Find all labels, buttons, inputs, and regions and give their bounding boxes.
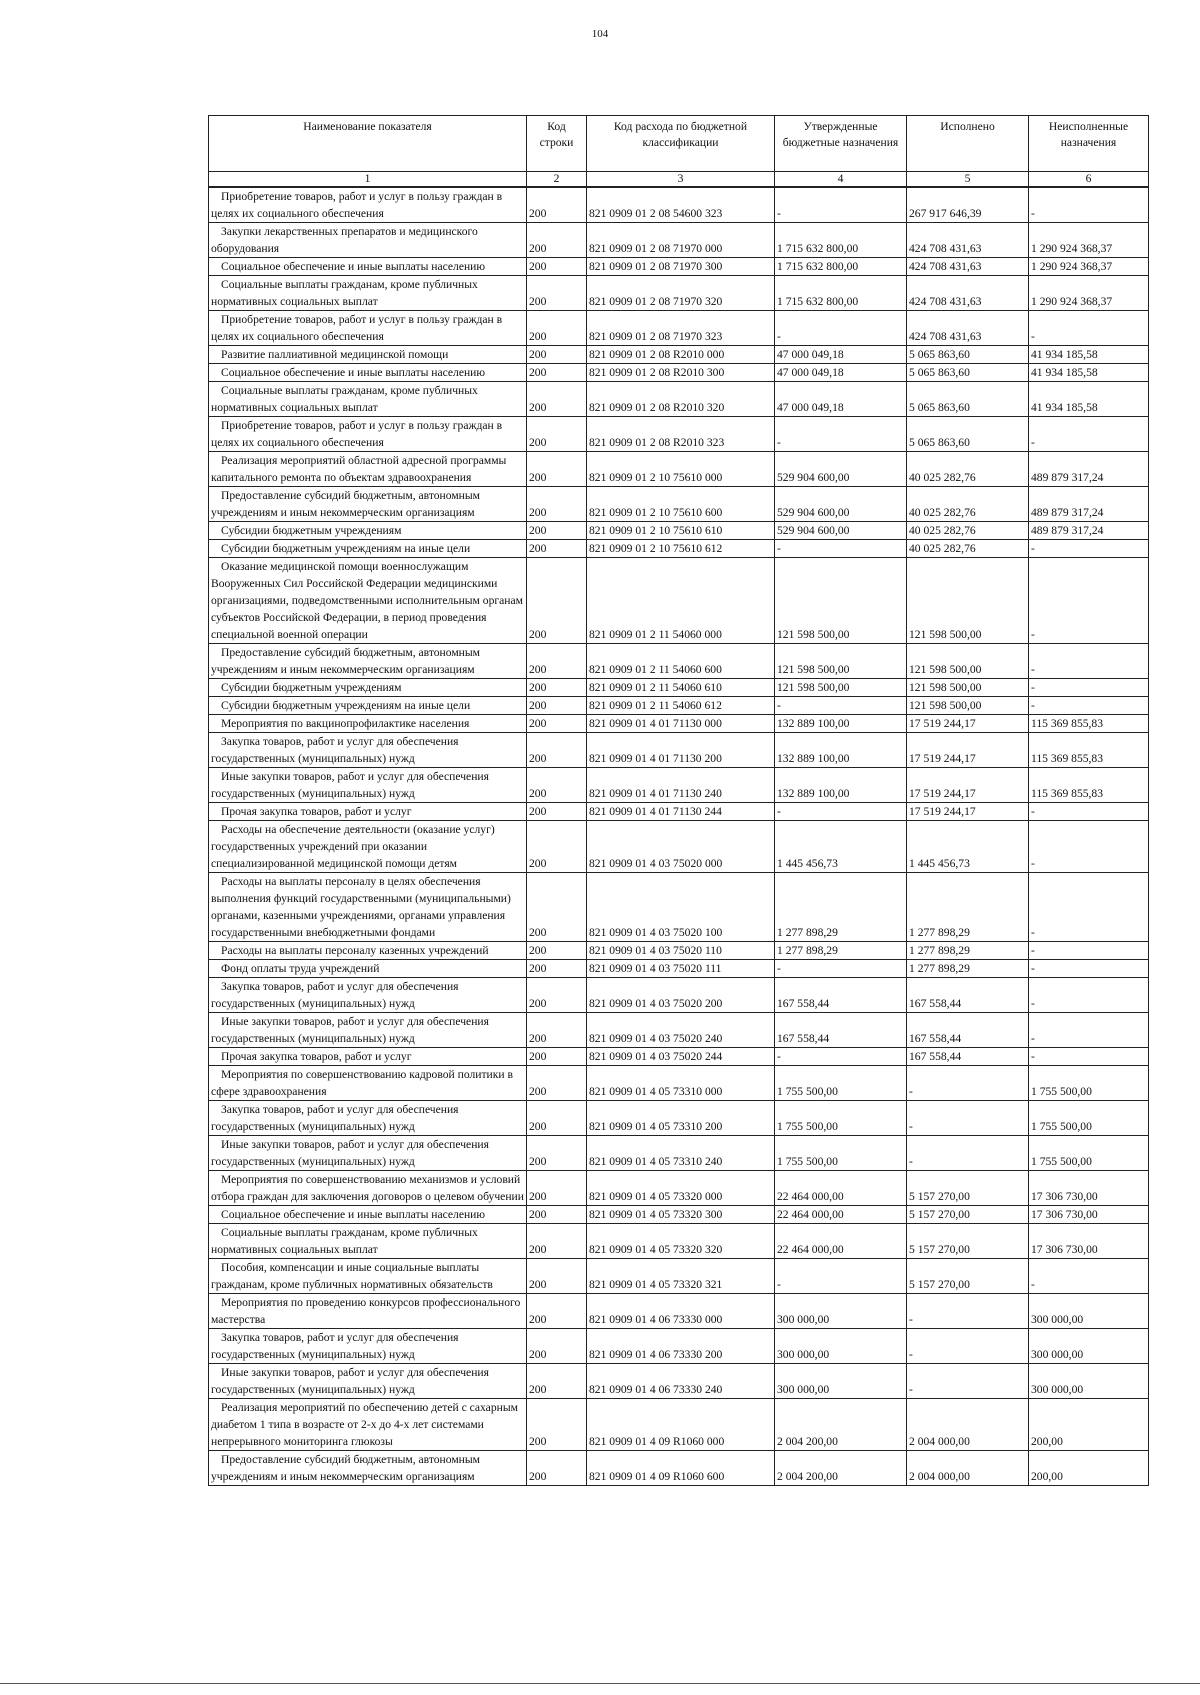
header-approved: Утвержденные бюджетные назначения xyxy=(775,116,907,172)
table-row xyxy=(209,558,1149,644)
cell-budget-code: 821 0909 01 4 03 75020 100 xyxy=(587,873,775,942)
cell-approved: 132 889 100,00 xyxy=(775,733,907,768)
cell-approved: 167 558,44 xyxy=(775,1013,907,1048)
cell-budget-code: 821 0909 01 2 08 R2010 323 xyxy=(587,417,775,452)
cell-budget-code: 821 0909 01 4 09 R1060 000 xyxy=(587,1399,775,1451)
cell-name: Социальные выплаты гражданам, кроме публичных нормативных социальных выплат xyxy=(209,276,527,311)
cell-budget-code: 821 0909 01 4 05 73310 240 xyxy=(587,1136,775,1171)
cell-executed: 5 157 270,00 xyxy=(907,1171,1029,1206)
cell-unexecuted: - xyxy=(1029,803,1149,821)
cell-name: Прочая закупка товаров, работ и услуг xyxy=(209,1048,527,1066)
cell-approved: 1 445 456,73 xyxy=(775,821,907,873)
cell-executed: 2 004 000,00 xyxy=(907,1451,1029,1486)
cell-budget-code: 821 0909 01 2 10 75610 000 xyxy=(587,452,775,487)
cell-approved: 121 598 500,00 xyxy=(775,558,907,644)
cell-approved: 2 004 200,00 xyxy=(775,1451,907,1486)
cell-executed: 5 157 270,00 xyxy=(907,1224,1029,1259)
table-row xyxy=(209,873,1149,942)
cell-unexecuted: 489 879 317,24 xyxy=(1029,522,1149,540)
cell-name: Субсидии бюджетным учреждениям на иные цели xyxy=(209,697,527,715)
cell-name: Социальное обеспечение и иные выплаты населению xyxy=(209,364,527,382)
cell-executed: 1 277 898,29 xyxy=(907,942,1029,960)
cell-row-code: 200 xyxy=(527,558,587,644)
table-row xyxy=(209,364,1149,382)
cell-budget-code: 821 0909 01 2 08 54600 323 xyxy=(587,187,775,223)
cell-executed: 5 065 863,60 xyxy=(907,382,1029,417)
cell-approved: - xyxy=(775,1259,907,1294)
cell-name: Предоставление субсидий бюджетным, автономным учреждениям и иным некоммерческим организациям xyxy=(209,1451,527,1486)
cell-name: Реализация мероприятий областной адресной программы капитального ремонта по объектам здравоохранения xyxy=(209,452,527,487)
cell-executed: - xyxy=(907,1136,1029,1171)
cell-name: Мероприятия по совершенствованию механизмов и условий отбора граждан для заключения договоров о целевом обучении xyxy=(209,1171,527,1206)
cell-budget-code: 821 0909 01 4 06 73330 000 xyxy=(587,1294,775,1329)
cell-approved: 47 000 049,18 xyxy=(775,346,907,364)
cell-unexecuted: 17 306 730,00 xyxy=(1029,1224,1149,1259)
cell-row-code: 200 xyxy=(527,452,587,487)
cell-unexecuted: - xyxy=(1029,960,1149,978)
cell-name: Социальное обеспечение и иные выплаты населению xyxy=(209,1206,527,1224)
table-row xyxy=(209,978,1149,1013)
cell-name: Мероприятия по совершенствованию кадровой политики в сфере здравоохранения xyxy=(209,1066,527,1101)
header-unexecuted: Неисполненные назначения xyxy=(1029,116,1149,172)
cell-row-code: 200 xyxy=(527,960,587,978)
cell-executed: - xyxy=(907,1101,1029,1136)
cell-budget-code: 821 0909 01 4 09 R1060 600 xyxy=(587,1451,775,1486)
cell-unexecuted: 41 934 185,58 xyxy=(1029,364,1149,382)
cell-executed: 5 157 270,00 xyxy=(907,1259,1029,1294)
cell-executed: - xyxy=(907,1364,1029,1399)
cell-row-code: 200 xyxy=(527,697,587,715)
cell-row-code: 200 xyxy=(527,1136,587,1171)
cell-approved: 300 000,00 xyxy=(775,1294,907,1329)
cell-approved: - xyxy=(775,540,907,558)
table-row xyxy=(209,768,1149,803)
cell-row-code: 200 xyxy=(527,978,587,1013)
cell-approved: 167 558,44 xyxy=(775,978,907,1013)
cell-unexecuted: - xyxy=(1029,978,1149,1013)
cell-unexecuted: 200,00 xyxy=(1029,1451,1149,1486)
cell-row-code: 200 xyxy=(527,1066,587,1101)
cell-executed: 40 025 282,76 xyxy=(907,487,1029,522)
cell-name: Приобретение товаров, работ и услуг в пользу граждан в целях их социального обеспечения xyxy=(209,417,527,452)
cell-name: Субсидии бюджетным учреждениям xyxy=(209,679,527,697)
cell-approved: - xyxy=(775,311,907,346)
cell-budget-code: 821 0909 01 2 11 54060 000 xyxy=(587,558,775,644)
cell-executed: 40 025 282,76 xyxy=(907,452,1029,487)
cell-executed: 5 065 863,60 xyxy=(907,364,1029,382)
cell-budget-code: 821 0909 01 2 08 71970 300 xyxy=(587,258,775,276)
cell-row-code: 200 xyxy=(527,487,587,522)
cell-executed: 17 519 244,17 xyxy=(907,803,1029,821)
cell-row-code: 200 xyxy=(527,276,587,311)
cell-budget-code: 821 0909 01 4 05 73320 000 xyxy=(587,1171,775,1206)
cell-executed: 267 917 646,39 xyxy=(907,187,1029,223)
cell-unexecuted: - xyxy=(1029,644,1149,679)
cell-approved: 1 277 898,29 xyxy=(775,942,907,960)
table-row xyxy=(209,1294,1149,1329)
cell-name: Развитие паллиативной медицинской помощи xyxy=(209,346,527,364)
column-number: 2 xyxy=(527,172,587,188)
cell-name: Предоставление субсидий бюджетным, автономным учреждениям и иным некоммерческим организациям xyxy=(209,644,527,679)
cell-name: Иные закупки товаров, работ и услуг для обеспечения государственных (муниципальных) нужд xyxy=(209,1013,527,1048)
cell-approved: 300 000,00 xyxy=(775,1329,907,1364)
table-row xyxy=(209,1451,1149,1486)
cell-budget-code: 821 0909 01 2 11 54060 610 xyxy=(587,679,775,697)
cell-approved: 1 755 500,00 xyxy=(775,1136,907,1171)
cell-unexecuted: - xyxy=(1029,679,1149,697)
cell-row-code: 200 xyxy=(527,644,587,679)
cell-row-code: 200 xyxy=(527,1206,587,1224)
cell-unexecuted: - xyxy=(1029,558,1149,644)
cell-executed: 167 558,44 xyxy=(907,1048,1029,1066)
cell-budget-code: 821 0909 01 4 01 71130 000 xyxy=(587,715,775,733)
cell-row-code: 200 xyxy=(527,942,587,960)
cell-name: Субсидии бюджетным учреждениям xyxy=(209,522,527,540)
cell-approved: 300 000,00 xyxy=(775,1364,907,1399)
cell-row-code: 200 xyxy=(527,364,587,382)
table-row xyxy=(209,417,1149,452)
table-row xyxy=(209,679,1149,697)
cell-executed: 5 157 270,00 xyxy=(907,1206,1029,1224)
cell-name: Фонд оплаты труда учреждений xyxy=(209,960,527,978)
cell-budget-code: 821 0909 01 4 05 73320 300 xyxy=(587,1206,775,1224)
cell-name: Закупка товаров, работ и услуг для обеспечения государственных (муниципальных) нужд xyxy=(209,978,527,1013)
table-row xyxy=(209,697,1149,715)
cell-budget-code: 821 0909 01 2 10 75610 610 xyxy=(587,522,775,540)
cell-row-code: 200 xyxy=(527,187,587,223)
cell-budget-code: 821 0909 01 2 10 75610 600 xyxy=(587,487,775,522)
cell-name: Социальные выплаты гражданам, кроме публичных нормативных социальных выплат xyxy=(209,382,527,417)
budget-execution-table xyxy=(208,115,1149,1486)
cell-row-code: 200 xyxy=(527,417,587,452)
cell-executed: 5 065 863,60 xyxy=(907,346,1029,364)
cell-executed: 17 519 244,17 xyxy=(907,733,1029,768)
cell-approved: - xyxy=(775,187,907,223)
cell-row-code: 200 xyxy=(527,382,587,417)
table-row xyxy=(209,1048,1149,1066)
cell-approved: 1 715 632 800,00 xyxy=(775,276,907,311)
cell-name: Приобретение товаров, работ и услуг в пользу граждан в целях их социального обеспечения xyxy=(209,187,527,223)
cell-executed: 17 519 244,17 xyxy=(907,768,1029,803)
cell-unexecuted: 1 290 924 368,37 xyxy=(1029,258,1149,276)
cell-unexecuted: 1 755 500,00 xyxy=(1029,1136,1149,1171)
cell-name: Иные закупки товаров, работ и услуг для обеспечения государственных (муниципальных) нужд xyxy=(209,1364,527,1399)
cell-executed: 1 277 898,29 xyxy=(907,873,1029,942)
cell-executed: - xyxy=(907,1329,1029,1364)
cell-name: Иные закупки товаров, работ и услуг для обеспечения государственных (муниципальных) нужд xyxy=(209,768,527,803)
cell-unexecuted: 300 000,00 xyxy=(1029,1294,1149,1329)
cell-name: Закупка товаров, работ и услуг для обеспечения государственных (муниципальных) нужд xyxy=(209,1101,527,1136)
cell-approved: 47 000 049,18 xyxy=(775,382,907,417)
table-row xyxy=(209,821,1149,873)
cell-executed: 167 558,44 xyxy=(907,978,1029,1013)
cell-budget-code: 821 0909 01 4 03 75020 110 xyxy=(587,942,775,960)
cell-name: Приобретение товаров, работ и услуг в пользу граждан в целях их социального обеспечения xyxy=(209,311,527,346)
cell-row-code: 200 xyxy=(527,1224,587,1259)
header-budget-code: Код расхода по бюджетной классификации xyxy=(587,116,775,172)
cell-name: Мероприятия по вакцинопрофилактике населения xyxy=(209,715,527,733)
table-row xyxy=(209,522,1149,540)
cell-executed: 40 025 282,76 xyxy=(907,540,1029,558)
cell-unexecuted: 17 306 730,00 xyxy=(1029,1171,1149,1206)
cell-unexecuted: 1 755 500,00 xyxy=(1029,1066,1149,1101)
table-row xyxy=(209,540,1149,558)
cell-approved: 132 889 100,00 xyxy=(775,768,907,803)
table-row xyxy=(209,733,1149,768)
column-number: 1 xyxy=(209,172,527,188)
cell-name: Прочая закупка товаров, работ и услуг xyxy=(209,803,527,821)
cell-executed: - xyxy=(907,1066,1029,1101)
table-row xyxy=(209,1136,1149,1171)
cell-budget-code: 821 0909 01 4 01 71130 240 xyxy=(587,768,775,803)
cell-budget-code: 821 0909 01 4 05 73310 000 xyxy=(587,1066,775,1101)
cell-approved: - xyxy=(775,417,907,452)
cell-budget-code: 821 0909 01 4 03 75020 000 xyxy=(587,821,775,873)
table-row xyxy=(209,487,1149,522)
cell-row-code: 200 xyxy=(527,223,587,258)
cell-unexecuted: - xyxy=(1029,821,1149,873)
table-row xyxy=(209,452,1149,487)
cell-unexecuted: 300 000,00 xyxy=(1029,1364,1149,1399)
cell-budget-code: 821 0909 01 4 06 73330 200 xyxy=(587,1329,775,1364)
cell-row-code: 200 xyxy=(527,1171,587,1206)
cell-row-code: 200 xyxy=(527,1451,587,1486)
cell-name: Мероприятия по проведению конкурсов профессионального мастерства xyxy=(209,1294,527,1329)
cell-name: Расходы на выплаты персоналу казенных учреждений xyxy=(209,942,527,960)
cell-approved: 529 904 600,00 xyxy=(775,452,907,487)
cell-budget-code: 821 0909 01 2 08 71970 000 xyxy=(587,223,775,258)
cell-unexecuted: 1 290 924 368,37 xyxy=(1029,276,1149,311)
table-row xyxy=(209,1101,1149,1136)
cell-name: Реализация мероприятий по обеспечению детей с сахарным диабетом 1 типа в возрасте от 2-х до 4-х лет системами непрерывного мониторинга глюкозы xyxy=(209,1399,527,1451)
cell-row-code: 200 xyxy=(527,873,587,942)
cell-unexecuted: - xyxy=(1029,697,1149,715)
cell-approved: - xyxy=(775,960,907,978)
table-row xyxy=(209,803,1149,821)
cell-approved: - xyxy=(775,697,907,715)
cell-approved: 47 000 049,18 xyxy=(775,364,907,382)
cell-name: Закупки лекарственных препаратов и медицинского оборудования xyxy=(209,223,527,258)
cell-name: Закупка товаров, работ и услуг для обеспечения государственных (муниципальных) нужд xyxy=(209,733,527,768)
cell-unexecuted: - xyxy=(1029,1048,1149,1066)
cell-row-code: 200 xyxy=(527,1329,587,1364)
cell-row-code: 200 xyxy=(527,803,587,821)
table-row xyxy=(209,1171,1149,1206)
cell-unexecuted: - xyxy=(1029,311,1149,346)
cell-budget-code: 821 0909 01 2 08 R2010 000 xyxy=(587,346,775,364)
cell-unexecuted: 41 934 185,58 xyxy=(1029,346,1149,364)
cell-budget-code: 821 0909 01 4 03 75020 111 xyxy=(587,960,775,978)
cell-budget-code: 821 0909 01 4 03 75020 200 xyxy=(587,978,775,1013)
cell-unexecuted: - xyxy=(1029,187,1149,223)
cell-name: Субсидии бюджетным учреждениям на иные цели xyxy=(209,540,527,558)
cell-budget-code: 821 0909 01 4 01 71130 244 xyxy=(587,803,775,821)
cell-budget-code: 821 0909 01 4 03 75020 240 xyxy=(587,1013,775,1048)
cell-row-code: 200 xyxy=(527,258,587,276)
cell-budget-code: 821 0909 01 2 11 54060 612 xyxy=(587,697,775,715)
cell-budget-code: 821 0909 01 4 03 75020 244 xyxy=(587,1048,775,1066)
table-row xyxy=(209,311,1149,346)
header-row-code: Код строки xyxy=(527,116,587,172)
cell-name: Пособия, компенсации и иные социальные выплаты гражданам, кроме публичных нормативных обязательств xyxy=(209,1259,527,1294)
cell-approved: 121 598 500,00 xyxy=(775,679,907,697)
cell-unexecuted: 489 879 317,24 xyxy=(1029,452,1149,487)
cell-unexecuted: 41 934 185,58 xyxy=(1029,382,1149,417)
cell-row-code: 200 xyxy=(527,1101,587,1136)
cell-row-code: 200 xyxy=(527,715,587,733)
cell-unexecuted: 115 369 855,83 xyxy=(1029,715,1149,733)
cell-unexecuted: 1 755 500,00 xyxy=(1029,1101,1149,1136)
cell-approved: 1 715 632 800,00 xyxy=(775,223,907,258)
page-number: 104 xyxy=(591,28,609,40)
cell-executed: 1 445 456,73 xyxy=(907,821,1029,873)
cell-unexecuted: 489 879 317,24 xyxy=(1029,487,1149,522)
cell-budget-code: 821 0909 01 2 10 75610 612 xyxy=(587,540,775,558)
cell-row-code: 200 xyxy=(527,1364,587,1399)
cell-row-code: 200 xyxy=(527,522,587,540)
cell-unexecuted: - xyxy=(1029,942,1149,960)
cell-unexecuted: 1 290 924 368,37 xyxy=(1029,223,1149,258)
cell-budget-code: 821 0909 01 4 05 73320 321 xyxy=(587,1259,775,1294)
column-number: 5 xyxy=(907,172,1029,188)
cell-executed: 1 277 898,29 xyxy=(907,960,1029,978)
table-row xyxy=(209,258,1149,276)
table-row xyxy=(209,644,1149,679)
header-name: Наименование показателя xyxy=(209,116,527,172)
cell-executed: 40 025 282,76 xyxy=(907,522,1029,540)
cell-name: Расходы на выплаты персоналу в целях обеспечения выполнения функций государственными (муниципальными) органами, казенными учреждениями, органами управления государственными внебюджетными фондами xyxy=(209,873,527,942)
cell-approved: 529 904 600,00 xyxy=(775,522,907,540)
cell-unexecuted: - xyxy=(1029,873,1149,942)
cell-row-code: 200 xyxy=(527,1259,587,1294)
cell-row-code: 200 xyxy=(527,1048,587,1066)
cell-approved: 1 755 500,00 xyxy=(775,1101,907,1136)
cell-unexecuted: 115 369 855,83 xyxy=(1029,768,1149,803)
cell-name: Закупка товаров, работ и услуг для обеспечения государственных (муниципальных) нужд xyxy=(209,1329,527,1364)
cell-budget-code: 821 0909 01 2 08 71970 320 xyxy=(587,276,775,311)
cell-approved: 2 004 200,00 xyxy=(775,1399,907,1451)
page-bottom-rule xyxy=(0,1683,1200,1684)
cell-row-code: 200 xyxy=(527,768,587,803)
cell-unexecuted: - xyxy=(1029,1013,1149,1048)
table-row xyxy=(209,223,1149,258)
cell-unexecuted: 17 306 730,00 xyxy=(1029,1206,1149,1224)
cell-name: Расходы на обеспечение деятельности (оказание услуг) государственных учреждений при оказании специализированной медицинской помощи детям xyxy=(209,821,527,873)
cell-executed: 121 598 500,00 xyxy=(907,644,1029,679)
cell-row-code: 200 xyxy=(527,540,587,558)
cell-row-code: 200 xyxy=(527,346,587,364)
table-row xyxy=(209,1206,1149,1224)
cell-unexecuted: - xyxy=(1029,540,1149,558)
table-row xyxy=(209,1399,1149,1451)
cell-approved: 22 464 000,00 xyxy=(775,1224,907,1259)
cell-row-code: 200 xyxy=(527,311,587,346)
table-row xyxy=(209,960,1149,978)
cell-approved: - xyxy=(775,1048,907,1066)
header-executed: Исполнено xyxy=(907,116,1029,172)
column-number: 4 xyxy=(775,172,907,188)
cell-unexecuted: - xyxy=(1029,1259,1149,1294)
cell-executed: 121 598 500,00 xyxy=(907,697,1029,715)
table-row xyxy=(209,1013,1149,1048)
table-row xyxy=(209,942,1149,960)
cell-budget-code: 821 0909 01 2 08 R2010 300 xyxy=(587,364,775,382)
cell-executed: 424 708 431,63 xyxy=(907,258,1029,276)
cell-executed: 424 708 431,63 xyxy=(907,223,1029,258)
cell-name: Социальные выплаты гражданам, кроме публичных нормативных социальных выплат xyxy=(209,1224,527,1259)
cell-row-code: 200 xyxy=(527,821,587,873)
table-row xyxy=(209,276,1149,311)
cell-row-code: 200 xyxy=(527,1013,587,1048)
cell-budget-code: 821 0909 01 4 05 73320 320 xyxy=(587,1224,775,1259)
cell-approved: 1 277 898,29 xyxy=(775,873,907,942)
column-number: 3 xyxy=(587,172,775,188)
table-row xyxy=(209,1224,1149,1259)
cell-budget-code: 821 0909 01 2 08 R2010 320 xyxy=(587,382,775,417)
cell-approved: 132 889 100,00 xyxy=(775,715,907,733)
cell-approved: - xyxy=(775,803,907,821)
cell-executed: 121 598 500,00 xyxy=(907,679,1029,697)
cell-unexecuted: 300 000,00 xyxy=(1029,1329,1149,1364)
cell-executed: - xyxy=(907,1294,1029,1329)
cell-unexecuted: - xyxy=(1029,417,1149,452)
table-row xyxy=(209,346,1149,364)
cell-row-code: 200 xyxy=(527,1399,587,1451)
table-row xyxy=(209,1259,1149,1294)
budget-table-container xyxy=(208,115,1148,1486)
cell-executed: 424 708 431,63 xyxy=(907,311,1029,346)
cell-name: Предоставление субсидий бюджетным, автономным учреждениям и иным некоммерческим организациям xyxy=(209,487,527,522)
cell-budget-code: 821 0909 01 4 01 71130 200 xyxy=(587,733,775,768)
table-row xyxy=(209,1364,1149,1399)
cell-budget-code: 821 0909 01 4 06 73330 240 xyxy=(587,1364,775,1399)
cell-row-code: 200 xyxy=(527,679,587,697)
table-row xyxy=(209,1329,1149,1364)
table-body xyxy=(209,187,1149,1486)
cell-unexecuted: 200,00 xyxy=(1029,1399,1149,1451)
cell-executed: 121 598 500,00 xyxy=(907,558,1029,644)
cell-approved: 121 598 500,00 xyxy=(775,644,907,679)
cell-executed: 424 708 431,63 xyxy=(907,276,1029,311)
cell-approved: 1 715 632 800,00 xyxy=(775,258,907,276)
cell-approved: 22 464 000,00 xyxy=(775,1206,907,1224)
cell-executed: 167 558,44 xyxy=(907,1013,1029,1048)
table-row xyxy=(209,715,1149,733)
table-row xyxy=(209,1066,1149,1101)
table-row xyxy=(209,187,1149,223)
cell-executed: 17 519 244,17 xyxy=(907,715,1029,733)
cell-approved: 529 904 600,00 xyxy=(775,487,907,522)
cell-unexecuted: 115 369 855,83 xyxy=(1029,733,1149,768)
table-row xyxy=(209,382,1149,417)
cell-executed: 5 065 863,60 xyxy=(907,417,1029,452)
column-number-row xyxy=(209,172,1149,188)
cell-budget-code: 821 0909 01 2 11 54060 600 xyxy=(587,644,775,679)
cell-name: Оказание медицинской помощи военнослужащим Вооруженных Сил Российской Федерации медицинскими организациями, подведомственными исполнительным органам субъектов Российской Федерации, в период проведения специальной военной операции xyxy=(209,558,527,644)
cell-approved: 22 464 000,00 xyxy=(775,1171,907,1206)
cell-executed: 2 004 000,00 xyxy=(907,1399,1029,1451)
cell-budget-code: 821 0909 01 2 08 71970 323 xyxy=(587,311,775,346)
cell-approved: 1 755 500,00 xyxy=(775,1066,907,1101)
cell-name: Социальное обеспечение и иные выплаты населению xyxy=(209,258,527,276)
cell-name: Иные закупки товаров, работ и услуг для обеспечения государственных (муниципальных) нужд xyxy=(209,1136,527,1171)
cell-row-code: 200 xyxy=(527,733,587,768)
column-number: 6 xyxy=(1029,172,1149,188)
cell-budget-code: 821 0909 01 4 05 73310 200 xyxy=(587,1101,775,1136)
cell-row-code: 200 xyxy=(527,1294,587,1329)
